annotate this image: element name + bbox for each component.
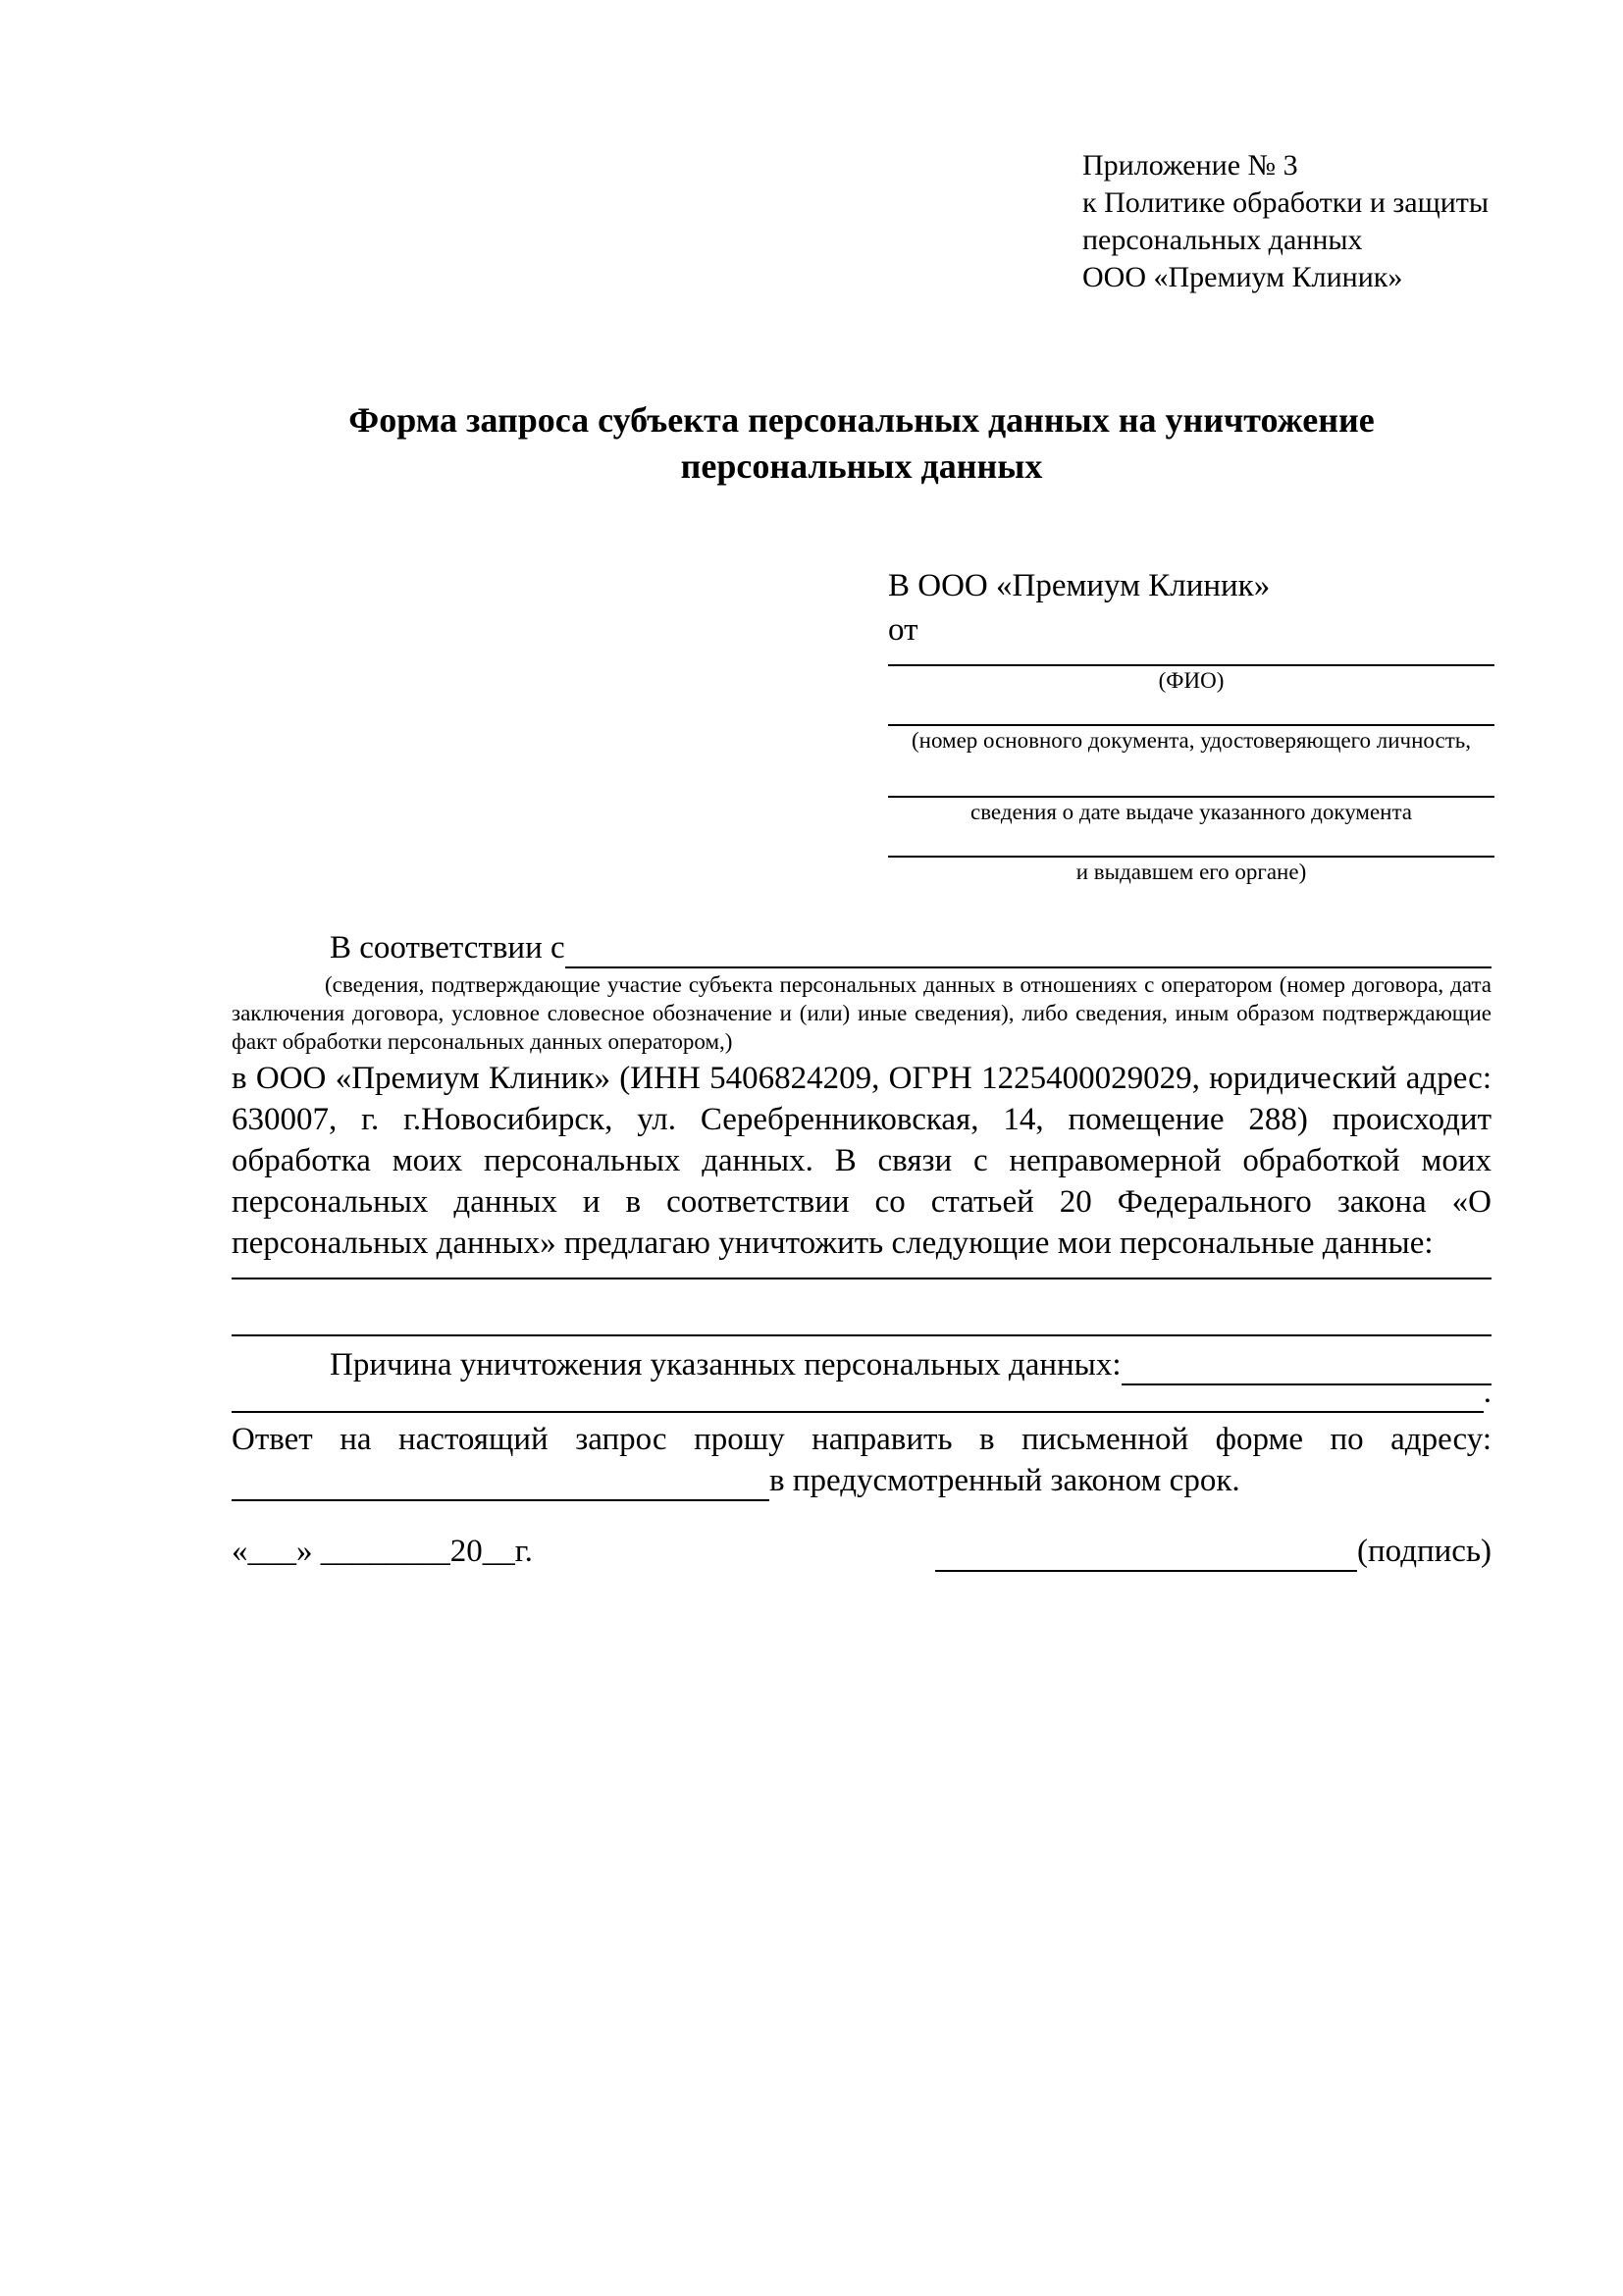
signature-blank-line [935,1562,1357,1572]
appendix-header [1082,147,1489,296]
signature-date-row [232,1531,1492,1572]
signature-field [935,1531,1492,1572]
appendix-header-line-1: Приложение № 3 [1082,149,1298,182]
signature-caption: (подпись) [1357,1534,1492,1569]
in-accordance-row [232,927,1492,968]
period-text: . [1483,1375,1492,1410]
answer-continuation: в предусмотренный законом срок. [769,1463,1240,1498]
personal-data-blank-line-2 [232,1334,1492,1336]
in-accordance-blank-line [565,959,1492,968]
addressee-from-label: от [888,612,918,648]
appendix-header-line-4: ООО «Премиум Клиник» [1082,261,1403,293]
issuing-authority-caption: и выдавшем его органе) [1075,860,1307,884]
personal-data-blank-line-1 [232,1278,1492,1279]
page-title: Форма запроса субъекта персональных данных на уничтожение персональных данных [348,400,1375,486]
addressee-block [888,564,1494,887]
reason-blank-line-1 [1122,1376,1492,1385]
appendix-header-line-2: к Политике обработки и защиты [1082,186,1490,219]
reason-row-2 [232,1375,1492,1413]
addressee-org: В ООО «Премиум Клиник» [888,568,1271,603]
in-accordance-label: В соответствии с [330,930,565,965]
request-body [232,927,1492,1572]
address-blank-line [232,1491,769,1501]
reason-blank-line-2 [232,1403,1484,1413]
date-field: «___» ________20__г. [232,1534,533,1569]
appendix-header-line-3: персональных данных [1082,224,1363,256]
issue-date-caption: сведения о дате выдаче указанного документа [969,800,1413,824]
fine-print-note: (сведения, подтверждающие участие субъекта персональных данных в отношениях с оператором (номер договора, дата заключения договора, условное словесное обозначение и (или) иные сведения), либо сведения, иным образом подтверждающие факт обработки персональных данных оператором,) [232,972,1492,1054]
fio-caption: (ФИО) [1158,668,1225,693]
answer-request-line: Ответ на настоящий запрос прошу направить в письменной форме по адресу: [232,1422,1492,1457]
reason-row [232,1344,1492,1385]
id-document-caption: (номер основного документа, удостоверяющего личность, [911,728,1471,753]
answer-address-row [232,1460,1492,1501]
main-paragraph: в ООО «Премиум Клиник» (ИНН 5406824209, ОГРН 1225400029029, юридический адрес: 630007, г. г.Новосибирск, ул. Серебренниковская, 14, помещение 288) происходит обработка моих персональных данных. В связи с неправомерной обработкой моих персональных данных и в соответствии со статьей 20 Федерального закона «О персональных данных» предлагаю уничтожить следующие мои персональные данные: [232,1061,1492,1261]
reason-label: Причина уничтожения указанных персональных данных: [330,1347,1122,1383]
